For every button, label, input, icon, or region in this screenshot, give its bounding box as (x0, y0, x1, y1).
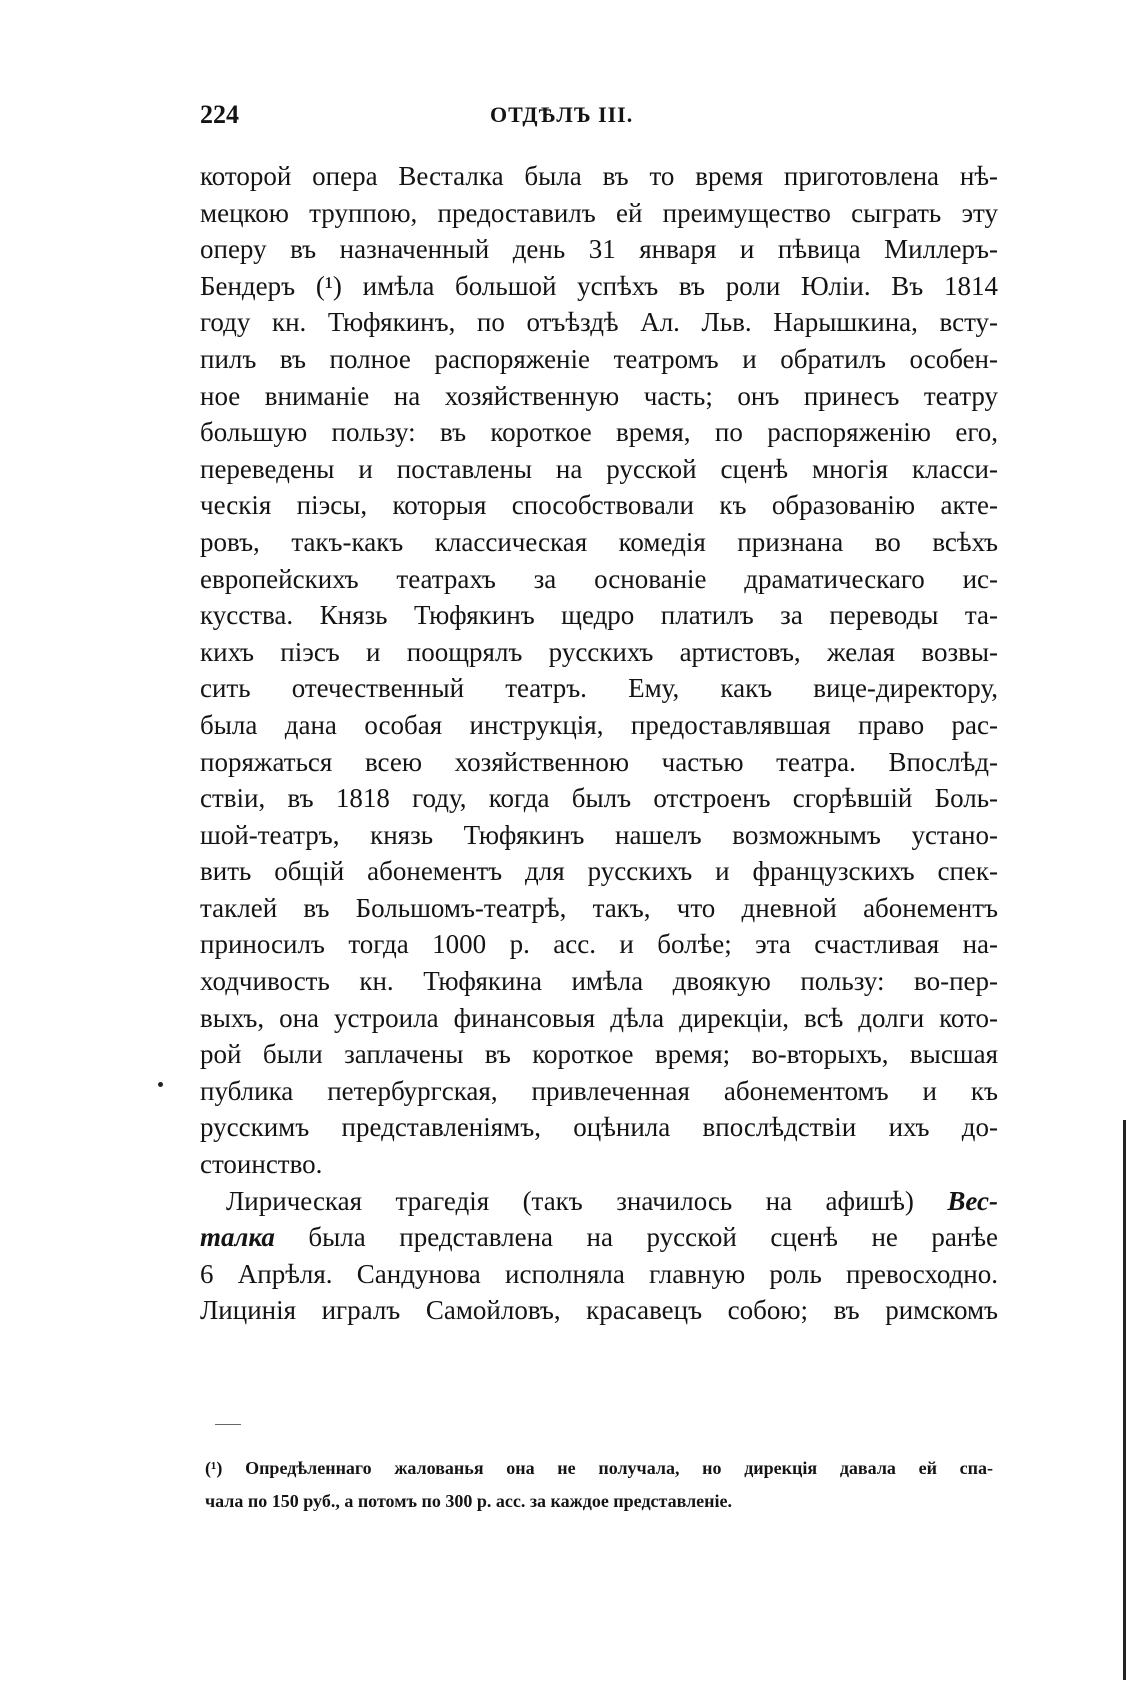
text-line: Бендеръ (¹) имѣла большой успѣхъ въ роли Юліи. Въ 1814 (200, 270, 998, 301)
text-line: переведены и поставлены на русской сценѣ многія класси- (200, 453, 998, 484)
text-line: ческія піэсы, которыя способствовали къ образованію акте- (200, 490, 998, 521)
text-line: шой-театръ, князь Тюфякинъ нашелъ возможнымъ устано- (200, 819, 998, 850)
text-line: году кн. Тюфякинъ, по отъѣздѣ Ал. Льв. Нарышкина, всту- (200, 307, 998, 338)
paragraph-2-line-1 (200, 1183, 998, 1220)
body-text (200, 158, 998, 1329)
scan-edge-line (1123, 1120, 1126, 1680)
text-line: пилъ въ полное распоряженіе театромъ и обратилъ особен- (200, 343, 998, 374)
section-title: ОТДѢЛЪ III. (490, 102, 634, 127)
footnote-line: чала по 150 руб., а потомъ по 300 р. асс. за каждое представленіе. (205, 1491, 733, 1511)
text-line: поряжаться всею хозяйственною частью театра. Впослѣд- (200, 746, 998, 777)
text-line: ровъ, такъ-какъ классическая комедія признана во всѣхъ (200, 526, 998, 557)
text-line: приносилъ тогда 1000 р. асс. и болѣе; эта счастливая на- (200, 929, 998, 960)
footnote (205, 1452, 993, 1518)
text-line: европейскихъ театрахъ за основаніе драматическаго ис- (200, 563, 998, 594)
text-line: которой опера Весталка была въ то время приготовлена нѣ- (200, 161, 998, 191)
text-line: была дана особая инструкція, предоставлявшая право рас- (200, 709, 998, 740)
text-line: кусства. Князь Тюфякинъ щедро платилъ за переводы та- (200, 600, 998, 631)
italic-title: талка (200, 1222, 275, 1253)
running-header (200, 100, 1000, 140)
text-line: кихъ піэсъ и поощрялъ русскихъ артистовъ, желая возвы- (200, 636, 998, 667)
footnote-line: (¹) Опредѣленнаго жалованья она не получала, но дирекція давала ей спа- (205, 1458, 993, 1478)
italic-title: Вес- (947, 1185, 998, 1216)
text-line: большую пользу: въ короткое время, по распоряженію его, (200, 417, 998, 448)
text-line: публика петербургская, привлеченная абонементомъ и къ (200, 1075, 998, 1106)
text-line: русскимъ представленіямъ, оцѣнила впослѣдствіи ихъ до- (200, 1112, 998, 1143)
text-segment: была представлена на русской сценѣ не ранѣе (308, 1222, 998, 1253)
text-segment: Лирическая трагедія (такъ значилось на афишѣ) (226, 1185, 914, 1216)
text-line: рой были заплачены въ короткое время; во-вторыхъ, высшая (200, 1039, 998, 1070)
text-line: мецкою труппою, предоставилъ ей преимущество сыграть эту (200, 197, 998, 228)
footnote-divider (215, 1424, 241, 1425)
text-line: стоинство. (200, 1149, 323, 1180)
paragraph-2-line-2 (200, 1219, 998, 1256)
page-number: 224 (200, 100, 239, 129)
text-line: сить отечественный театръ. Ему, какъ вице-директору, (200, 673, 998, 704)
text-line: ствіи, въ 1818 году, когда былъ отстроенъ сгорѣвшій Боль- (200, 783, 998, 814)
text-line: ное вниманіе на хозяйственную часть; онъ принесъ театру (200, 380, 998, 411)
scan-speck (158, 1082, 163, 1087)
text-line: Лицинія игралъ Самойловъ, красавецъ собою; въ римскомъ (200, 1295, 998, 1326)
text-line: 6 Апрѣля. Сандунова исполняла главную роль превосходно. (200, 1258, 998, 1289)
text-line: вить общій абонементъ для русскихъ и французскихъ спек- (200, 856, 998, 887)
text-line: выхъ, она устроила финансовыя дѣла дирекціи, всѣ долги кото- (200, 1002, 998, 1033)
text-line: ходчивость кн. Тюфякина имѣла двоякую пользу: во-пер- (200, 966, 998, 997)
text-line: таклей въ Большомъ-театрѣ, такъ, что дневной абонементъ (200, 892, 998, 923)
text-line: оперу въ назначенный день 31 января и пѣвица Миллеръ- (200, 234, 998, 265)
